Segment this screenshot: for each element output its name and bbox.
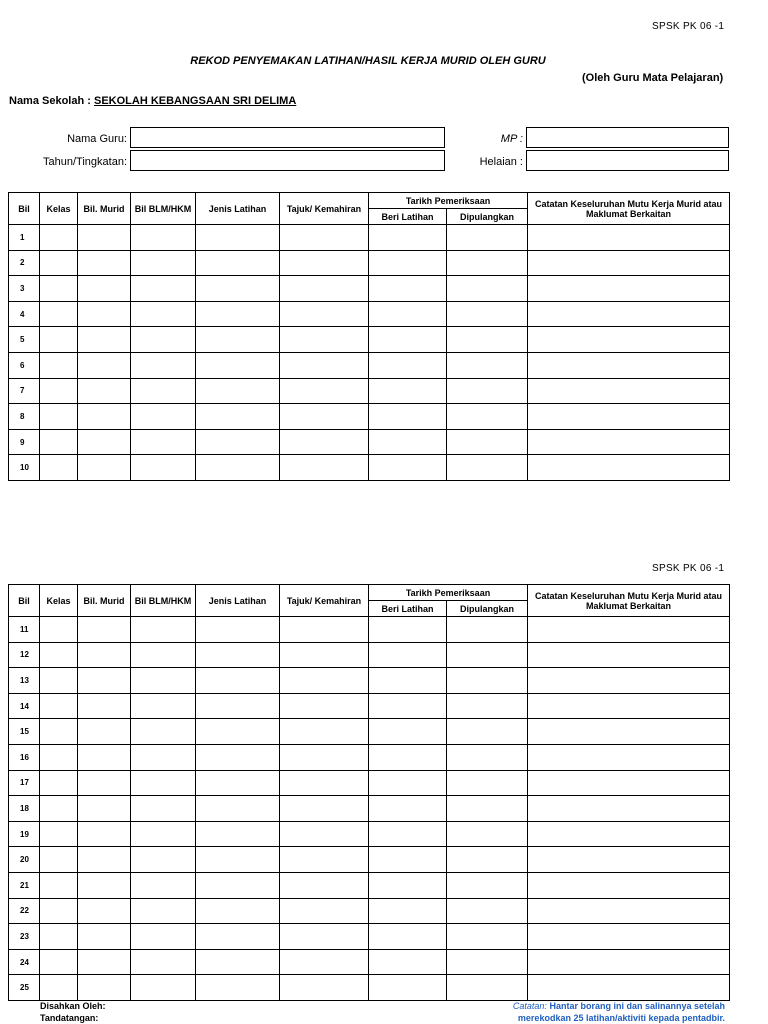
- cell-bil-blm[interactable]: [131, 301, 196, 327]
- table-row: [9, 617, 730, 643]
- table-row: [9, 429, 730, 455]
- cell-beri-latihan[interactable]: [369, 378, 447, 404]
- cell-kelas[interactable]: [40, 796, 78, 822]
- cell-bil-murid[interactable]: [78, 301, 131, 327]
- cell-beri-latihan[interactable]: [369, 872, 447, 898]
- cell-beri-latihan[interactable]: [369, 744, 447, 770]
- cell-bil-murid[interactable]: [78, 796, 131, 822]
- year-field[interactable]: [130, 150, 445, 171]
- cell-bil-blm[interactable]: [131, 924, 196, 950]
- cell-beri-latihan[interactable]: [369, 770, 447, 796]
- cell-tajuk[interactable]: [280, 429, 369, 455]
- header-bil-blm: Bil BLM/HKM: [131, 193, 196, 225]
- cell-kelas[interactable]: [40, 872, 78, 898]
- cell-bil-blm[interactable]: [131, 617, 196, 643]
- cell-jenis-latihan[interactable]: [196, 668, 280, 694]
- cell-jenis-latihan[interactable]: [196, 352, 280, 378]
- row-number: 25: [9, 975, 40, 1001]
- cell-bil-murid[interactable]: [78, 847, 131, 873]
- cell-beri-latihan[interactable]: [369, 642, 447, 668]
- subject-field[interactable]: [526, 127, 729, 148]
- header-jenis-latihan: Jenis Latihan: [196, 585, 280, 617]
- cell-catatan[interactable]: [528, 327, 730, 353]
- cell-dipulangkan[interactable]: [447, 301, 528, 327]
- table-row: [9, 693, 730, 719]
- page-subtitle: (Oleh Guru Mata Pelajaran): [582, 72, 724, 84]
- cell-bil-blm[interactable]: [131, 327, 196, 353]
- cell-bil-blm[interactable]: [131, 719, 196, 745]
- cell-beri-latihan[interactable]: [369, 693, 447, 719]
- note-label: Catatan:: [512, 1001, 547, 1011]
- cell-beri-latihan[interactable]: [369, 455, 447, 481]
- table-row: [9, 642, 730, 668]
- cell-kelas[interactable]: [40, 975, 78, 1001]
- row-number: 13: [9, 668, 40, 694]
- row-number: 7: [9, 378, 40, 404]
- cell-tajuk[interactable]: [280, 276, 369, 302]
- cell-jenis-latihan[interactable]: [196, 617, 280, 643]
- cell-catatan[interactable]: [528, 404, 730, 430]
- cell-bil-blm[interactable]: [131, 693, 196, 719]
- cell-bil-blm[interactable]: [131, 744, 196, 770]
- cell-jenis-latihan[interactable]: [196, 975, 280, 1001]
- cell-dipulangkan[interactable]: [447, 617, 528, 643]
- cell-jenis-latihan[interactable]: [196, 455, 280, 481]
- cell-kelas[interactable]: [40, 429, 78, 455]
- table-row: [9, 924, 730, 950]
- cell-tajuk[interactable]: [280, 668, 369, 694]
- cell-dipulangkan[interactable]: [447, 455, 528, 481]
- cell-tajuk[interactable]: [280, 404, 369, 430]
- row-number: 3: [9, 276, 40, 302]
- cell-catatan[interactable]: [528, 642, 730, 668]
- cell-kelas[interactable]: [40, 225, 78, 251]
- header-tajuk: Tajuk/ Kemahiran: [280, 193, 369, 225]
- cell-jenis-latihan[interactable]: [196, 429, 280, 455]
- note-line-1: Hantar borang ini dan salinannya setelah: [549, 1001, 725, 1011]
- cell-bil-murid[interactable]: [78, 924, 131, 950]
- header-bil: Bil: [9, 585, 40, 617]
- record-rows-top: [9, 225, 730, 481]
- cell-catatan[interactable]: [528, 949, 730, 975]
- table-row: [9, 301, 730, 327]
- cell-tajuk[interactable]: [280, 642, 369, 668]
- row-number: 1: [9, 225, 40, 251]
- cell-dipulangkan[interactable]: [447, 744, 528, 770]
- cell-bil-murid[interactable]: [78, 455, 131, 481]
- cell-catatan[interactable]: [528, 847, 730, 873]
- cell-catatan[interactable]: [528, 429, 730, 455]
- cell-tajuk[interactable]: [280, 872, 369, 898]
- cell-catatan[interactable]: [528, 744, 730, 770]
- header-dipulangkan: Dipulangkan: [447, 601, 528, 617]
- cell-beri-latihan[interactable]: [369, 898, 447, 924]
- cell-beri-latihan[interactable]: [369, 617, 447, 643]
- cell-dipulangkan[interactable]: [447, 352, 528, 378]
- cell-bil-blm[interactable]: [131, 898, 196, 924]
- header-bil-murid: Bil. Murid: [78, 193, 131, 225]
- cell-kelas[interactable]: [40, 378, 78, 404]
- cell-dipulangkan[interactable]: [447, 847, 528, 873]
- cell-tajuk[interactable]: [280, 924, 369, 950]
- table-row: [9, 821, 730, 847]
- cell-bil-murid[interactable]: [78, 770, 131, 796]
- cell-kelas[interactable]: [40, 327, 78, 353]
- cell-bil-murid[interactable]: [78, 250, 131, 276]
- header-bil-blm: Bil BLM/HKM: [131, 585, 196, 617]
- cell-tajuk[interactable]: [280, 352, 369, 378]
- row-number: 24: [9, 949, 40, 975]
- cell-dipulangkan[interactable]: [447, 327, 528, 353]
- cell-bil-murid[interactable]: [78, 744, 131, 770]
- header-catatan: Catatan Keseluruhan Mutu Kerja Murid atau Maklumat Berkaitan: [528, 193, 730, 225]
- cell-kelas[interactable]: [40, 924, 78, 950]
- cell-dipulangkan[interactable]: [447, 693, 528, 719]
- row-number: 5: [9, 327, 40, 353]
- cell-tajuk[interactable]: [280, 719, 369, 745]
- cell-bil-blm[interactable]: [131, 250, 196, 276]
- cell-bil-murid[interactable]: [78, 352, 131, 378]
- row-number: 15: [9, 719, 40, 745]
- school-line: [9, 95, 296, 107]
- cell-kelas[interactable]: [40, 693, 78, 719]
- subject-label: MP :: [500, 133, 523, 145]
- cell-bil-murid[interactable]: [78, 404, 131, 430]
- cell-tajuk[interactable]: [280, 225, 369, 251]
- cell-jenis-latihan[interactable]: [196, 898, 280, 924]
- cell-kelas[interactable]: [40, 719, 78, 745]
- cell-beri-latihan[interactable]: [369, 668, 447, 694]
- cell-jenis-latihan[interactable]: [196, 378, 280, 404]
- cell-tajuk[interactable]: [280, 796, 369, 822]
- cell-bil-murid[interactable]: [78, 719, 131, 745]
- cell-kelas[interactable]: [40, 744, 78, 770]
- cell-beri-latihan[interactable]: [369, 429, 447, 455]
- row-number: 22: [9, 898, 40, 924]
- table-row: [9, 378, 730, 404]
- teacher-field[interactable]: [130, 127, 445, 148]
- cell-catatan[interactable]: [528, 668, 730, 694]
- row-number: 21: [9, 872, 40, 898]
- cell-bil-murid[interactable]: [78, 327, 131, 353]
- cell-catatan[interactable]: [528, 225, 730, 251]
- cell-kelas[interactable]: [40, 642, 78, 668]
- cell-catatan[interactable]: [528, 693, 730, 719]
- cell-bil-blm[interactable]: [131, 770, 196, 796]
- row-number: 18: [9, 796, 40, 822]
- cell-jenis-latihan[interactable]: [196, 276, 280, 302]
- cell-tajuk[interactable]: [280, 378, 369, 404]
- cell-jenis-latihan[interactable]: [196, 693, 280, 719]
- header-beri-latihan: Beri Latihan: [369, 209, 447, 225]
- cell-bil-blm[interactable]: [131, 975, 196, 1001]
- cell-dipulangkan[interactable]: [447, 378, 528, 404]
- cell-beri-latihan[interactable]: [369, 225, 447, 251]
- school-label: Nama Sekolah :: [9, 95, 91, 107]
- cell-tajuk[interactable]: [280, 455, 369, 481]
- cell-catatan[interactable]: [528, 796, 730, 822]
- cell-catatan[interactable]: [528, 455, 730, 481]
- cell-bil-blm[interactable]: [131, 404, 196, 430]
- cell-bil-murid[interactable]: [78, 821, 131, 847]
- cell-catatan[interactable]: [528, 378, 730, 404]
- cell-dipulangkan[interactable]: [447, 404, 528, 430]
- cell-catatan[interactable]: [528, 898, 730, 924]
- cell-tajuk[interactable]: [280, 250, 369, 276]
- cell-jenis-latihan[interactable]: [196, 744, 280, 770]
- cell-beri-latihan[interactable]: [369, 949, 447, 975]
- cell-kelas[interactable]: [40, 455, 78, 481]
- record-table-top: [8, 192, 730, 481]
- cell-dipulangkan[interactable]: [447, 924, 528, 950]
- cell-catatan[interactable]: [528, 924, 730, 950]
- table-row: [9, 872, 730, 898]
- cell-kelas[interactable]: [40, 404, 78, 430]
- cell-kelas[interactable]: [40, 250, 78, 276]
- table-row: [9, 796, 730, 822]
- cell-bil-blm[interactable]: [131, 949, 196, 975]
- cell-beri-latihan[interactable]: [369, 847, 447, 873]
- row-number: 9: [9, 429, 40, 455]
- school-name: SEKOLAH KEBANGSAAN SRI DELIMA: [93, 95, 297, 107]
- cell-kelas[interactable]: [40, 898, 78, 924]
- cell-dipulangkan[interactable]: [447, 796, 528, 822]
- cell-bil-murid[interactable]: [78, 975, 131, 1001]
- row-number: 23: [9, 924, 40, 950]
- cell-bil-blm[interactable]: [131, 276, 196, 302]
- cell-tajuk[interactable]: [280, 327, 369, 353]
- cell-tajuk[interactable]: [280, 821, 369, 847]
- cell-dipulangkan[interactable]: [447, 225, 528, 251]
- cell-beri-latihan[interactable]: [369, 276, 447, 302]
- cell-bil-murid[interactable]: [78, 872, 131, 898]
- cell-beri-latihan[interactable]: [369, 404, 447, 430]
- cell-bil-blm[interactable]: [131, 352, 196, 378]
- cell-jenis-latihan[interactable]: [196, 924, 280, 950]
- cell-beri-latihan[interactable]: [369, 719, 447, 745]
- cell-kelas[interactable]: [40, 770, 78, 796]
- cell-beri-latihan[interactable]: [369, 250, 447, 276]
- header-bil-murid: Bil. Murid: [78, 585, 131, 617]
- cell-bil-blm[interactable]: [131, 378, 196, 404]
- header-tajuk: Tajuk/ Kemahiran: [280, 585, 369, 617]
- cell-bil-blm[interactable]: [131, 225, 196, 251]
- cell-beri-latihan[interactable]: [369, 796, 447, 822]
- cell-bil-murid[interactable]: [78, 642, 131, 668]
- cell-dipulangkan[interactable]: [447, 770, 528, 796]
- cell-bil-blm[interactable]: [131, 847, 196, 873]
- cell-catatan[interactable]: [528, 301, 730, 327]
- row-number: 4: [9, 301, 40, 327]
- cell-tajuk[interactable]: [280, 744, 369, 770]
- cell-kelas[interactable]: [40, 668, 78, 694]
- cell-beri-latihan[interactable]: [369, 301, 447, 327]
- table-row: [9, 719, 730, 745]
- row-number: 19: [9, 821, 40, 847]
- sheet-label: Helaian :: [479, 156, 523, 168]
- cell-dipulangkan[interactable]: [447, 719, 528, 745]
- cell-dipulangkan[interactable]: [447, 642, 528, 668]
- table-row: [9, 250, 730, 276]
- cell-beri-latihan[interactable]: [369, 327, 447, 353]
- cell-jenis-latihan[interactable]: [196, 821, 280, 847]
- header-tarikh: Tarikh Pemeriksaan: [369, 585, 528, 601]
- cell-kelas[interactable]: [40, 352, 78, 378]
- cell-bil-murid[interactable]: [78, 949, 131, 975]
- cell-tajuk[interactable]: [280, 847, 369, 873]
- cell-jenis-latihan[interactable]: [196, 949, 280, 975]
- cell-tajuk[interactable]: [280, 770, 369, 796]
- cell-catatan[interactable]: [528, 250, 730, 276]
- table-row: [9, 225, 730, 251]
- cell-jenis-latihan[interactable]: [196, 796, 280, 822]
- cell-bil-murid[interactable]: [78, 898, 131, 924]
- cell-jenis-latihan[interactable]: [196, 225, 280, 251]
- approved-by-label: Disahkan Oleh:: [40, 1001, 106, 1011]
- cell-dipulangkan[interactable]: [447, 668, 528, 694]
- cell-bil-blm[interactable]: [131, 455, 196, 481]
- record-rows-bottom: [9, 617, 730, 1001]
- row-number: 16: [9, 744, 40, 770]
- cell-catatan[interactable]: [528, 821, 730, 847]
- cell-catatan[interactable]: [528, 617, 730, 643]
- cell-bil-murid[interactable]: [78, 276, 131, 302]
- cell-kelas[interactable]: [40, 617, 78, 643]
- cell-bil-blm[interactable]: [131, 821, 196, 847]
- year-label: Tahun/Tingkatan:: [43, 156, 127, 168]
- cell-beri-latihan[interactable]: [369, 975, 447, 1001]
- cell-beri-latihan[interactable]: [369, 352, 447, 378]
- header-catatan: Catatan Keseluruhan Mutu Kerja Murid atau Maklumat Berkaitan: [528, 585, 730, 617]
- row-number: 10: [9, 455, 40, 481]
- row-number: 8: [9, 404, 40, 430]
- table-row: [9, 744, 730, 770]
- teacher-label: Nama Guru:: [67, 133, 127, 145]
- cell-dipulangkan[interactable]: [447, 276, 528, 302]
- row-number: 17: [9, 770, 40, 796]
- cell-catatan[interactable]: [528, 872, 730, 898]
- cell-tajuk[interactable]: [280, 301, 369, 327]
- cell-catatan[interactable]: [528, 276, 730, 302]
- header-tarikh: Tarikh Pemeriksaan: [369, 193, 528, 209]
- cell-tajuk[interactable]: [280, 898, 369, 924]
- cell-beri-latihan[interactable]: [369, 924, 447, 950]
- record-table-bottom: [8, 584, 730, 1001]
- header-kelas: Kelas: [40, 585, 78, 617]
- cell-jenis-latihan[interactable]: [196, 327, 280, 353]
- cell-bil-murid[interactable]: [78, 668, 131, 694]
- cell-kelas[interactable]: [40, 821, 78, 847]
- table-row: [9, 770, 730, 796]
- row-number: 14: [9, 693, 40, 719]
- cell-catatan[interactable]: [528, 719, 730, 745]
- cell-jenis-latihan[interactable]: [196, 770, 280, 796]
- cell-bil-murid[interactable]: [78, 225, 131, 251]
- note-line-2: merekodkan 25 latihan/aktiviti kepada pentadbir.: [517, 1013, 725, 1023]
- table-row: [9, 949, 730, 975]
- page-title: REKOD PENYEMAKAN LATIHAN/HASIL KERJA MURID OLEH GURU: [190, 55, 546, 67]
- cell-bil-blm[interactable]: [131, 872, 196, 898]
- table-row: [9, 404, 730, 430]
- cell-bil-blm[interactable]: [131, 642, 196, 668]
- cell-kelas[interactable]: [40, 301, 78, 327]
- footer-note: [440, 1000, 725, 1024]
- cell-tajuk[interactable]: [280, 949, 369, 975]
- row-number: 6: [9, 352, 40, 378]
- cell-jenis-latihan[interactable]: [196, 642, 280, 668]
- header-bil: Bil: [9, 193, 40, 225]
- table-row: [9, 975, 730, 1001]
- cell-bil-blm[interactable]: [131, 796, 196, 822]
- cell-catatan[interactable]: [528, 770, 730, 796]
- table-row: [9, 847, 730, 873]
- footer-signoff: [40, 1000, 106, 1024]
- table-row: [9, 276, 730, 302]
- table-row: [9, 668, 730, 694]
- table-row: [9, 352, 730, 378]
- cell-dipulangkan[interactable]: [447, 975, 528, 1001]
- cell-dipulangkan[interactable]: [447, 872, 528, 898]
- cell-bil-blm[interactable]: [131, 429, 196, 455]
- row-number: 11: [9, 617, 40, 643]
- table-row: [9, 327, 730, 353]
- cell-dipulangkan[interactable]: [447, 898, 528, 924]
- cell-dipulangkan[interactable]: [447, 429, 528, 455]
- table-row: [9, 455, 730, 481]
- cell-kelas[interactable]: [40, 276, 78, 302]
- cell-jenis-latihan[interactable]: [196, 250, 280, 276]
- cell-jenis-latihan[interactable]: [196, 719, 280, 745]
- form-code-top: SPSK PK 06 -1: [652, 21, 725, 32]
- cell-bil-murid[interactable]: [78, 429, 131, 455]
- cell-dipulangkan[interactable]: [447, 949, 528, 975]
- cell-bil-murid[interactable]: [78, 693, 131, 719]
- row-number: 12: [9, 642, 40, 668]
- cell-kelas[interactable]: [40, 949, 78, 975]
- cell-bil-murid[interactable]: [78, 378, 131, 404]
- cell-bil-murid[interactable]: [78, 617, 131, 643]
- table-row: [9, 898, 730, 924]
- header-dipulangkan: Dipulangkan: [447, 209, 528, 225]
- header-beri-latihan: Beri Latihan: [369, 601, 447, 617]
- signature-label: Tandatangan:: [40, 1013, 99, 1023]
- cell-jenis-latihan[interactable]: [196, 872, 280, 898]
- header-kelas: Kelas: [40, 193, 78, 225]
- cell-jenis-latihan[interactable]: [196, 301, 280, 327]
- row-number: 2: [9, 250, 40, 276]
- cell-tajuk[interactable]: [280, 617, 369, 643]
- cell-jenis-latihan[interactable]: [196, 847, 280, 873]
- cell-tajuk[interactable]: [280, 975, 369, 1001]
- row-number: 20: [9, 847, 40, 873]
- cell-dipulangkan[interactable]: [447, 821, 528, 847]
- form-code-bottom: SPSK PK 06 -1: [652, 563, 725, 574]
- cell-beri-latihan[interactable]: [369, 821, 447, 847]
- sheet-field[interactable]: [526, 150, 729, 171]
- cell-jenis-latihan[interactable]: [196, 404, 280, 430]
- cell-kelas[interactable]: [40, 847, 78, 873]
- cell-catatan[interactable]: [528, 352, 730, 378]
- header-jenis-latihan: Jenis Latihan: [196, 193, 280, 225]
- cell-tajuk[interactable]: [280, 693, 369, 719]
- cell-bil-blm[interactable]: [131, 668, 196, 694]
- cell-dipulangkan[interactable]: [447, 250, 528, 276]
- cell-catatan[interactable]: [528, 975, 730, 1001]
